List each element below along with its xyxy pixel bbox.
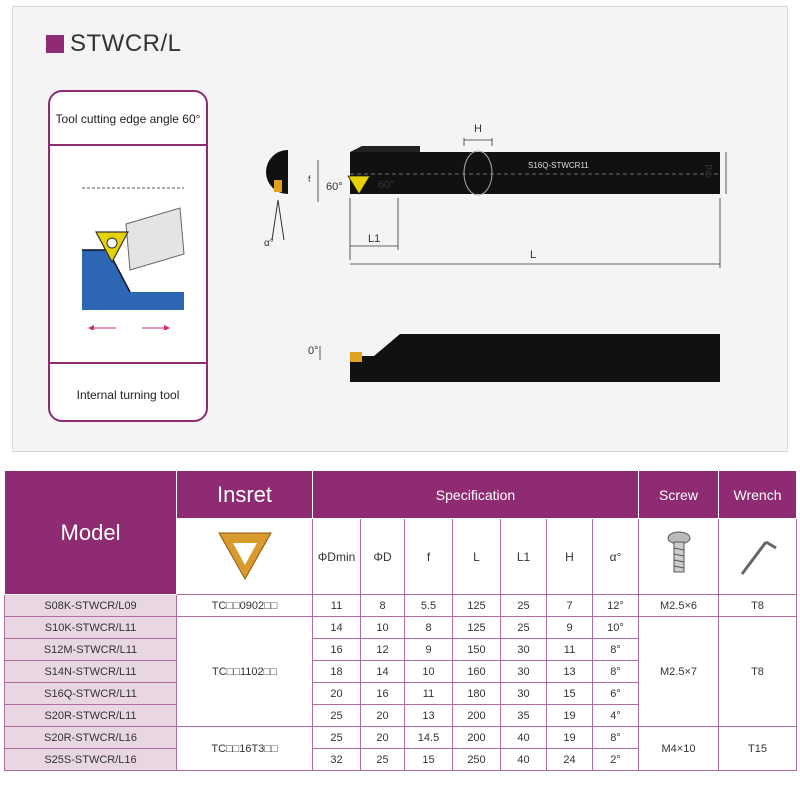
- model-cell: S25S-STWCR/L16: [5, 749, 177, 771]
- spec-value-a: 10°: [593, 617, 639, 639]
- spec-col-2: f: [405, 519, 453, 595]
- spec-value-d: 12: [361, 639, 405, 661]
- insert-side-view: [350, 352, 362, 362]
- spec-value-l: 125: [453, 595, 501, 617]
- wrench-cell: T8: [719, 595, 797, 617]
- spec-value-f: 13: [405, 705, 453, 727]
- spec-value-d: 8: [361, 595, 405, 617]
- spec-value-l1: 30: [501, 661, 547, 683]
- spec-value-d: 20: [361, 727, 405, 749]
- spec-value-l1: 30: [501, 639, 547, 661]
- specification-table: [4, 470, 797, 771]
- spec-value-l1: 40: [501, 727, 547, 749]
- spec-value-l1: 40: [501, 749, 547, 771]
- dim-L-label: L: [530, 249, 537, 261]
- spec-value-a: 8°: [593, 661, 639, 683]
- insert-code-cell: TC□□16T3□□: [177, 727, 313, 771]
- insert-code-cell: TC□□0902□□: [177, 595, 313, 617]
- model-cell: S10K-STWCR/L11: [5, 617, 177, 639]
- screw-cell: M4×10: [639, 727, 719, 771]
- insert-code-cell: TC□□1102□□: [177, 617, 313, 727]
- spec-value-a: 4°: [593, 705, 639, 727]
- boring-illustration: [72, 180, 188, 330]
- tool-technical-drawing: [250, 110, 730, 400]
- insert-icon: [215, 527, 275, 583]
- spec-value-l1: 25: [501, 617, 547, 639]
- model-cell: S20R-STWCR/L11: [5, 705, 177, 727]
- insert-image-cell: [177, 519, 313, 595]
- model-cell: S20R-STWCR/L16: [5, 727, 177, 749]
- spec-value-dmin: 32: [313, 749, 361, 771]
- spec-value-l1: 35: [501, 705, 547, 727]
- table-row: [5, 727, 797, 749]
- label-alpha: α°: [264, 238, 274, 249]
- shank-marking: S16Q-STWCR11: [528, 161, 589, 170]
- spec-value-f: 10: [405, 661, 453, 683]
- spec-col-6: α°: [593, 519, 639, 595]
- spec-value-l: 150: [453, 639, 501, 661]
- spec-value-d: 20: [361, 705, 405, 727]
- title-marker-square: [46, 35, 64, 53]
- spec-value-f: 8: [405, 617, 453, 639]
- spec-value-l: 200: [453, 727, 501, 749]
- screw-icon: [664, 530, 694, 580]
- spec-value-d: 14: [361, 661, 405, 683]
- spec-value-l: 160: [453, 661, 501, 683]
- spec-value-l: 250: [453, 749, 501, 771]
- spec-col-3: L: [453, 519, 501, 595]
- spec-value-dmin: 20: [313, 683, 361, 705]
- model-cell: S14N-STWCR/L11: [5, 661, 177, 683]
- spec-value-h: 24: [547, 749, 593, 771]
- spec-value-f: 11: [405, 683, 453, 705]
- spec-col-5: H: [547, 519, 593, 595]
- spec-value-h: 19: [547, 705, 593, 727]
- header-wrench: Wrench: [719, 471, 797, 519]
- wrench-cell: T8: [719, 617, 797, 727]
- spec-value-dmin: 11: [313, 595, 361, 617]
- page-heading: [46, 30, 182, 58]
- spec-value-l: 200: [453, 705, 501, 727]
- spec-value-l1: 30: [501, 683, 547, 705]
- spec-value-h: 9: [547, 617, 593, 639]
- table-row: [5, 595, 797, 617]
- spec-value-h: 19: [547, 727, 593, 749]
- spec-value-l: 180: [453, 683, 501, 705]
- dim-L1-label: L1: [368, 233, 381, 245]
- table-row: [5, 617, 797, 639]
- spec-value-dmin: 16: [313, 639, 361, 661]
- spec-value-dmin: 18: [313, 661, 361, 683]
- tool-holder-body: [126, 208, 184, 270]
- shank-side-view: [350, 334, 720, 382]
- wrench-icon: [736, 530, 780, 580]
- spec-value-a: 2°: [593, 749, 639, 771]
- shank-top-view: [350, 152, 720, 194]
- spec-value-h: 7: [547, 595, 593, 617]
- spec-value-a: 8°: [593, 639, 639, 661]
- spec-value-d: 25: [361, 749, 405, 771]
- screw-cell: M2.5×7: [639, 617, 719, 727]
- dim-d-label: Φd: [704, 164, 715, 178]
- spec-value-a: 6°: [593, 683, 639, 705]
- spec-value-d: 10: [361, 617, 405, 639]
- model-cell: S08K-STWCR/L09: [5, 595, 177, 617]
- angle-0-label: 0°: [308, 345, 319, 357]
- spec-value-l: 125: [453, 617, 501, 639]
- dim-H-label: H: [474, 123, 482, 135]
- inset-caption-bottom: Internal turning tool: [76, 388, 180, 402]
- header-insert: Insret: [177, 471, 313, 519]
- cutting-angle-inset: [48, 90, 208, 422]
- spec-value-f: 9: [405, 639, 453, 661]
- spec-table-body: [5, 595, 797, 771]
- right-arrow-icon: [164, 325, 170, 330]
- left-arrow-icon: [88, 325, 94, 330]
- wrench-cell: T15: [719, 727, 797, 771]
- angle-60-left: 60°: [326, 181, 343, 193]
- spec-value-dmin: 25: [313, 705, 361, 727]
- spec-value-dmin: 25: [313, 727, 361, 749]
- model-cell: S16Q-STWCR/L11: [5, 683, 177, 705]
- header-specification: Specification: [313, 471, 639, 519]
- inset-divider-bottom: [50, 362, 206, 364]
- spec-value-h: 15: [547, 683, 593, 705]
- inset-divider-top: [50, 144, 206, 146]
- dim-f-label: f: [308, 174, 311, 184]
- spec-value-a: 12°: [593, 595, 639, 617]
- wrench-image-cell: [719, 519, 797, 595]
- header-model: Model: [5, 471, 177, 595]
- spec-value-dmin: 14: [313, 617, 361, 639]
- screw-image-cell: [639, 519, 719, 595]
- spec-col-0: ΦDmin: [313, 519, 361, 595]
- spec-value-d: 16: [361, 683, 405, 705]
- spec-col-4: L1: [501, 519, 547, 595]
- screw-cell: M2.5×6: [639, 595, 719, 617]
- spec-value-f: 14.5: [405, 727, 453, 749]
- spec-value-a: 8°: [593, 727, 639, 749]
- spec-value-h: 11: [547, 639, 593, 661]
- spec-value-l1: 25: [501, 595, 547, 617]
- page-title: STWCR/L: [70, 30, 182, 57]
- model-cell: S12M-STWCR/L11: [5, 639, 177, 661]
- spec-value-f: 5.5: [405, 595, 453, 617]
- spec-value-h: 13: [547, 661, 593, 683]
- spec-value-f: 15: [405, 749, 453, 771]
- header-screw: Screw: [639, 471, 719, 519]
- angle-60-right: 60°: [378, 179, 395, 191]
- inset-caption-top: Tool cutting edge angle 60°: [55, 112, 201, 126]
- spec-col-1: ΦD: [361, 519, 405, 595]
